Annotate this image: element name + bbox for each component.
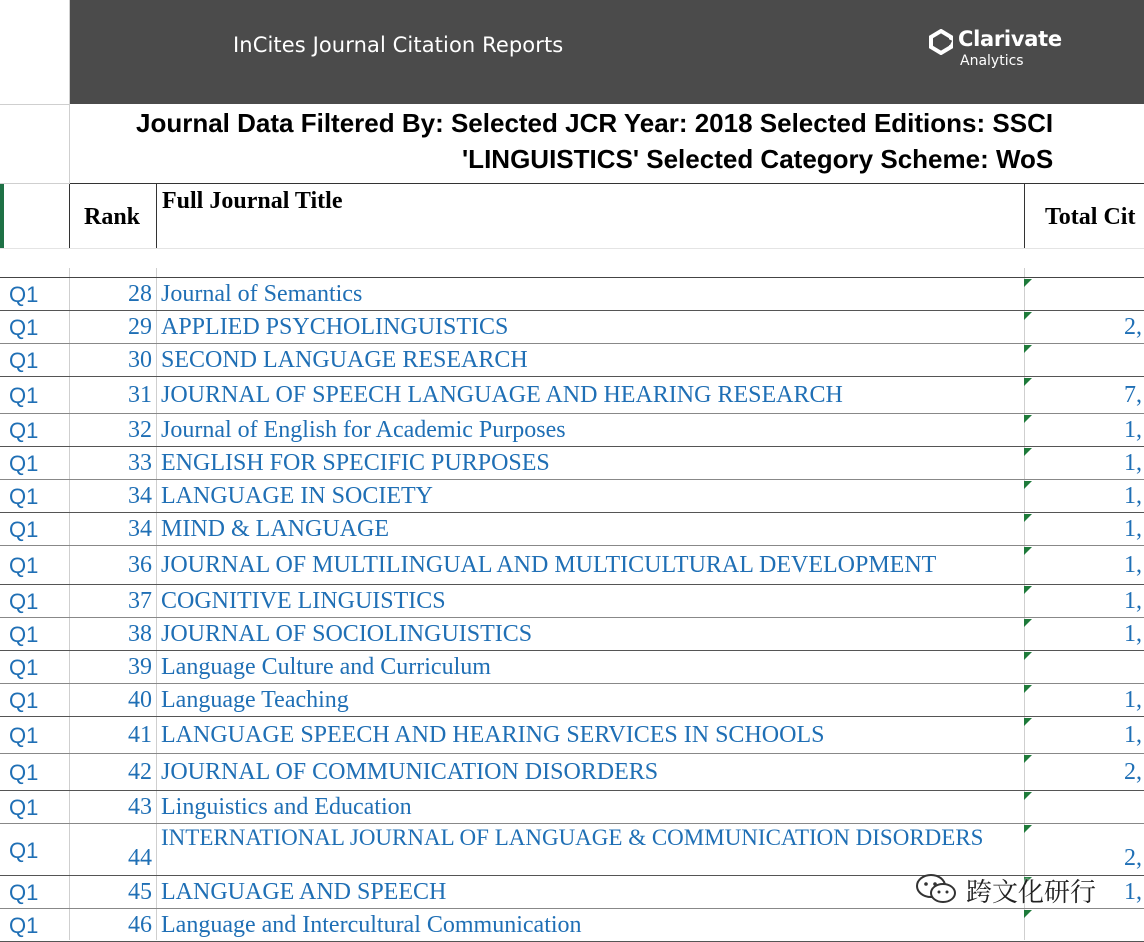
total-cites-cell: 1, — [1124, 879, 1142, 905]
journal-title-link[interactable]: Language Teaching — [161, 687, 349, 713]
total-cites-cell: 2, — [1124, 314, 1142, 340]
journal-title-link[interactable]: SECOND LANGUAGE RESEARCH — [161, 347, 528, 373]
total-cites-cell: 1, — [1124, 450, 1142, 476]
table-row[interactable] — [0, 546, 1144, 585]
brand-subtitle: Analytics — [960, 53, 1024, 69]
journal-title-link[interactable]: LANGUAGE AND SPEECH — [161, 879, 447, 905]
cell-note-marker-icon — [1024, 481, 1032, 489]
rank-cell: 42 — [128, 759, 152, 785]
cell-note-marker-icon — [1024, 547, 1032, 555]
journal-title-link[interactable]: ENGLISH FOR SPECIFIC PURPOSES — [161, 450, 550, 476]
table-row[interactable] — [0, 754, 1144, 791]
cell-note-marker-icon — [1024, 685, 1032, 693]
quartile-cell: Q1 — [9, 383, 39, 408]
quartile-cell: Q1 — [9, 553, 39, 578]
quartile-cell: Q1 — [9, 517, 39, 542]
journal-title-link[interactable]: JOURNAL OF COMMUNICATION DISORDERS — [161, 759, 659, 785]
cell-note-marker-icon — [1024, 755, 1032, 763]
cell-note-marker-icon — [1024, 345, 1032, 353]
rank-cell: 41 — [128, 722, 152, 748]
rank-cell: 29 — [128, 314, 152, 340]
grid-line — [0, 183, 70, 184]
grid-line — [156, 184, 157, 248]
rank-cell: 36 — [128, 552, 152, 578]
rank-cell: 28 — [128, 281, 152, 307]
watermark-text: 跨文化研行 — [966, 878, 1097, 908]
column-header-full-journal-title[interactable]: Full Journal Title — [162, 188, 343, 214]
total-cites-cell: 1, — [1124, 687, 1142, 713]
journal-title-link[interactable]: JOURNAL OF SOCIOLINGUISTICS — [161, 621, 533, 647]
total-cites-cell: 1, — [1124, 552, 1142, 578]
quartile-cell: Q1 — [9, 589, 39, 614]
cell-note-marker-icon — [1024, 825, 1032, 833]
table-row[interactable] — [0, 278, 1144, 311]
rank-cell: 46 — [128, 912, 152, 938]
report-banner — [70, 0, 1144, 104]
filter-description-line-1: Journal Data Filtered By: Selected JCR Year: 2018 Selected Editions: SSCI — [136, 108, 1054, 138]
journal-title-link[interactable]: JOURNAL OF MULTILINGUAL AND MULTICULTURAL DEVELOPMENT — [161, 552, 937, 578]
rank-cell: 43 — [128, 794, 152, 820]
journal-title-link[interactable]: Journal of English for Academic Purposes — [161, 417, 566, 443]
table-row[interactable] — [0, 447, 1144, 480]
quartile-cell: Q1 — [9, 880, 39, 905]
quartile-cell: Q1 — [9, 655, 39, 680]
total-cites-cell: 1, — [1124, 516, 1142, 542]
table-row[interactable] — [0, 824, 1144, 876]
column-header-rank[interactable]: Rank — [84, 204, 141, 230]
total-cites-cell: 1, — [1124, 621, 1142, 647]
grid-line — [69, 184, 70, 248]
column-header-total-cites[interactable]: Total Cit — [1045, 204, 1136, 230]
rank-cell: 33 — [128, 450, 152, 476]
table-row[interactable] — [0, 480, 1144, 513]
rank-cell: 31 — [128, 382, 152, 408]
table-row[interactable] — [0, 651, 1144, 684]
journal-title-link[interactable]: Journal of Semantics — [161, 281, 363, 307]
journal-title-link[interactable]: APPLIED PSYCHOLINGUISTICS — [161, 314, 509, 340]
journal-title-link[interactable]: Language and Intercultural Communication — [161, 912, 582, 938]
table-row[interactable] — [0, 717, 1144, 754]
table-row[interactable] — [0, 311, 1144, 344]
total-cites-cell: 2, — [1124, 845, 1142, 871]
rank-cell: 45 — [128, 879, 152, 905]
quartile-cell: Q1 — [9, 622, 39, 647]
journal-title-link[interactable]: INTERNATIONAL JOURNAL OF LANGUAGE & COMMUNICATION DISORDERS — [161, 825, 984, 850]
quartile-cell: Q1 — [9, 282, 39, 307]
brand-name: Clarivate — [958, 27, 1062, 51]
total-cites-cell: 1, — [1124, 588, 1142, 614]
table-row[interactable] — [0, 618, 1144, 651]
quartile-cell: Q1 — [9, 760, 39, 785]
total-cites-cell: 1, — [1124, 722, 1142, 748]
rank-cell: 34 — [128, 483, 152, 509]
journal-title-link[interactable]: LANGUAGE SPEECH AND HEARING SERVICES IN SCHOOLS — [161, 722, 825, 748]
quartile-cell: Q1 — [9, 723, 39, 748]
total-cites-cell: 1, — [1124, 417, 1142, 443]
rank-cell: 44 — [128, 845, 152, 871]
journal-title-link[interactable]: MIND & LANGUAGE — [161, 516, 389, 542]
table-row[interactable] — [0, 585, 1144, 618]
cell-note-marker-icon — [1024, 718, 1032, 726]
cell-note-marker-icon — [1024, 619, 1032, 627]
quartile-cell: Q1 — [9, 418, 39, 443]
banner-title: InCites Journal Citation Reports — [233, 33, 564, 57]
quartile-cell: Q1 — [9, 348, 39, 373]
journal-title-link[interactable]: JOURNAL OF SPEECH LANGUAGE AND HEARING RESEARCH — [161, 382, 843, 408]
table-row[interactable] — [0, 344, 1144, 377]
journal-title-link[interactable]: Language Culture and Curriculum — [161, 654, 491, 680]
table-row[interactable] — [0, 909, 1144, 942]
journal-title-link[interactable]: Linguistics and Education — [161, 794, 412, 820]
quartile-cell: Q1 — [9, 913, 39, 938]
grid-line — [0, 104, 70, 105]
quartile-cell: Q1 — [9, 451, 39, 476]
quartile-cell: Q1 — [9, 795, 39, 820]
rank-cell: 32 — [128, 417, 152, 443]
rank-cell: 38 — [128, 621, 152, 647]
cell-note-marker-icon — [1024, 586, 1032, 594]
clarivate-logo-icon — [928, 29, 954, 55]
journal-title-link[interactable]: COGNITIVE LINGUISTICS — [161, 588, 446, 614]
table-row[interactable] — [0, 377, 1144, 414]
grid-line — [69, 183, 1144, 184]
table-row[interactable] — [0, 513, 1144, 546]
wechat-icon — [914, 872, 958, 906]
journal-title-link[interactable]: LANGUAGE IN SOCIETY — [161, 483, 433, 509]
rank-cell: 40 — [128, 687, 152, 713]
cell-note-marker-icon — [1024, 279, 1032, 287]
quartile-cell: Q1 — [9, 315, 39, 340]
watermark — [914, 870, 1114, 908]
filter-description-line-2: 'LINGUISTICS' Selected Category Scheme: WoS — [462, 144, 1054, 174]
cell-note-marker-icon — [1024, 415, 1032, 423]
cell-note-marker-icon — [1024, 652, 1032, 660]
rank-cell: 39 — [128, 654, 152, 680]
grid-line — [1024, 184, 1025, 248]
cell-note-marker-icon — [1024, 448, 1032, 456]
table-row[interactable] — [0, 684, 1144, 717]
grid-line — [69, 0, 70, 184]
cell-note-marker-icon — [1024, 792, 1032, 800]
total-cites-cell: 2, — [1124, 759, 1142, 785]
quartile-cell: Q1 — [9, 838, 39, 863]
total-cites-cell: 1, — [1124, 483, 1142, 509]
cell-note-marker-icon — [1024, 910, 1032, 918]
cell-note-marker-icon — [1024, 312, 1032, 320]
quartile-cell: Q1 — [9, 484, 39, 509]
table-row[interactable] — [0, 414, 1144, 447]
rank-cell: 37 — [128, 588, 152, 614]
cell-note-marker-icon — [1024, 514, 1032, 522]
table-row[interactable] — [0, 791, 1144, 824]
quartile-cell: Q1 — [9, 688, 39, 713]
selected-row-indicator — [0, 184, 4, 248]
rank-cell: 34 — [128, 516, 152, 542]
total-cites-cell: 7, — [1124, 382, 1142, 408]
rank-cell: 30 — [128, 347, 152, 373]
cell-note-marker-icon — [1024, 378, 1032, 386]
grid-line — [0, 248, 1144, 249]
